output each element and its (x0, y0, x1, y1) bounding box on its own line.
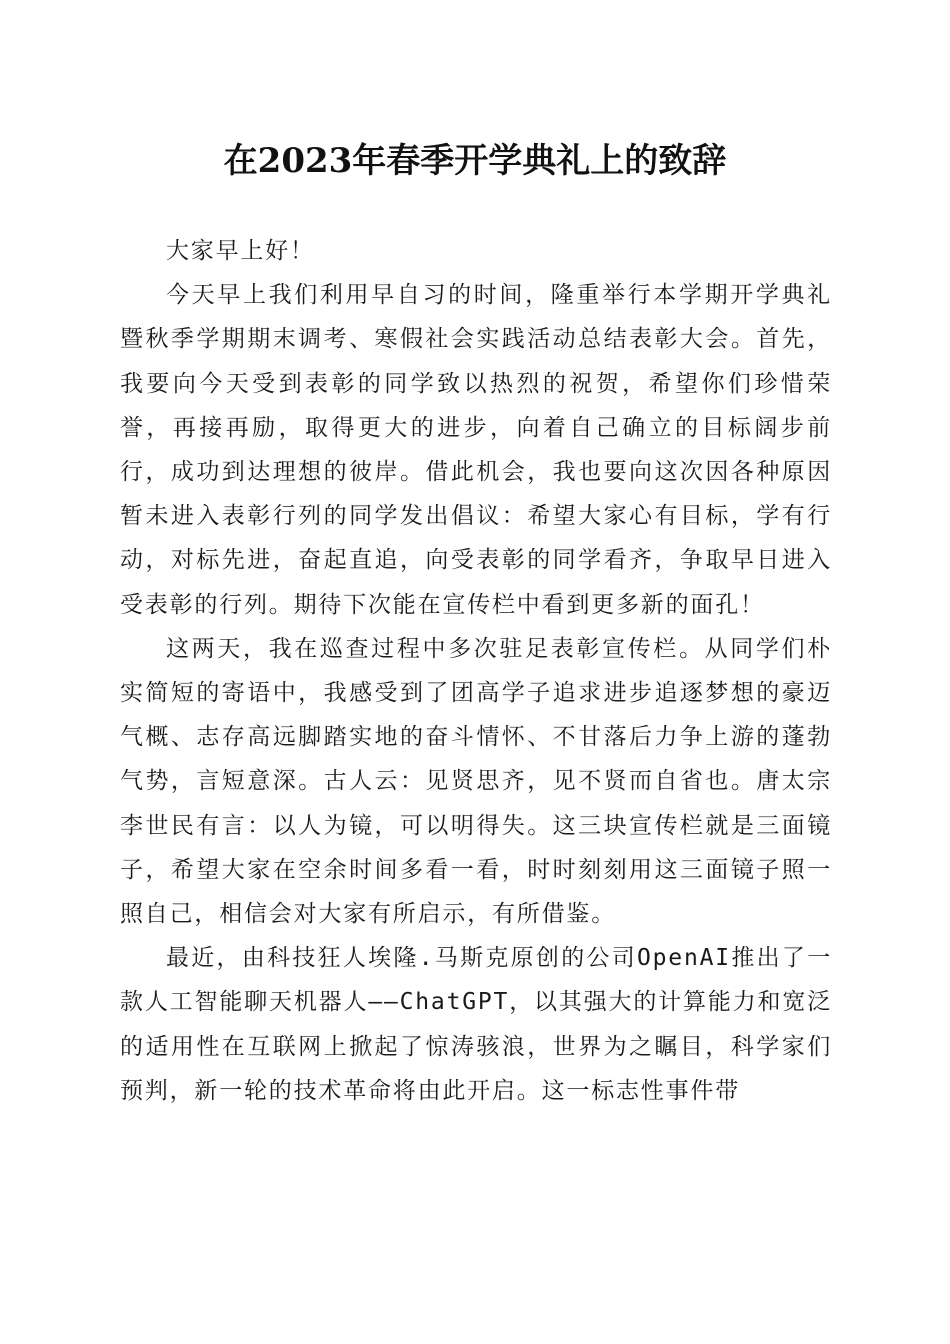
document-title: 在2023年春季开学典礼上的致辞 (223, 141, 727, 181)
document-body (120, 229, 832, 1113)
paragraph-bulletin-board: 这两天，我在巡查过程中多次驻足表彰宣传栏。从同学们朴实简短的寄语中，我感受到了团高学子追求进步追逐梦想的豪迈气概、志存高远脚踏实地的奋斗情怀、不甘落后力争上游的蓬勃气势，言短意深。古人云：见贤思齐，见不贤而自省也。唐太宗李世民有言：以人为镜，可以明得失。这三块宣传栏就是三面镜子，希望大家在空余时间多看一看，时时刻刻用这三面镜子照一照自己，相信会对大家有所启示，有所借鉴。 (120, 635, 832, 928)
paragraph-chatgpt: 最近，由科技狂人埃隆.马斯克原创的公司OpenAI推出了一款人工智能聊天机器人——ChatGPT，以其强大的计算能力和宽泛的适用性在互联网上掀起了惊涛骇浪，世界为之瞩目，科学家们预判，新一轮的技术革命将由此开启。这一标志性事件带 (120, 945, 832, 1104)
paragraph-greeting: 大家早上好！ (166, 238, 315, 264)
paragraph-opening: 今天早上我们利用早自习的时间，隆重举行本学期开学典礼暨秋季学期期末调考、寒假社会实践活动总结表彰大会。首先，我要向今天受到表彰的同学致以热烈的祝贺，希望你们珍惜荣誉，再接再励，取得更大的进步，向着自己确立的目标阔步前行，成功到达理想的彼岸。借此机会，我也要向这次因各种原因暂未进入表彰行列的同学发出倡议：希望大家心有目标，学有行动，对标先进，奋起直追，向受表彰的同学看齐，争取早日进入受表彰的行列。期待下次能在宣传栏中看到更多新的面孔！ (120, 282, 832, 618)
